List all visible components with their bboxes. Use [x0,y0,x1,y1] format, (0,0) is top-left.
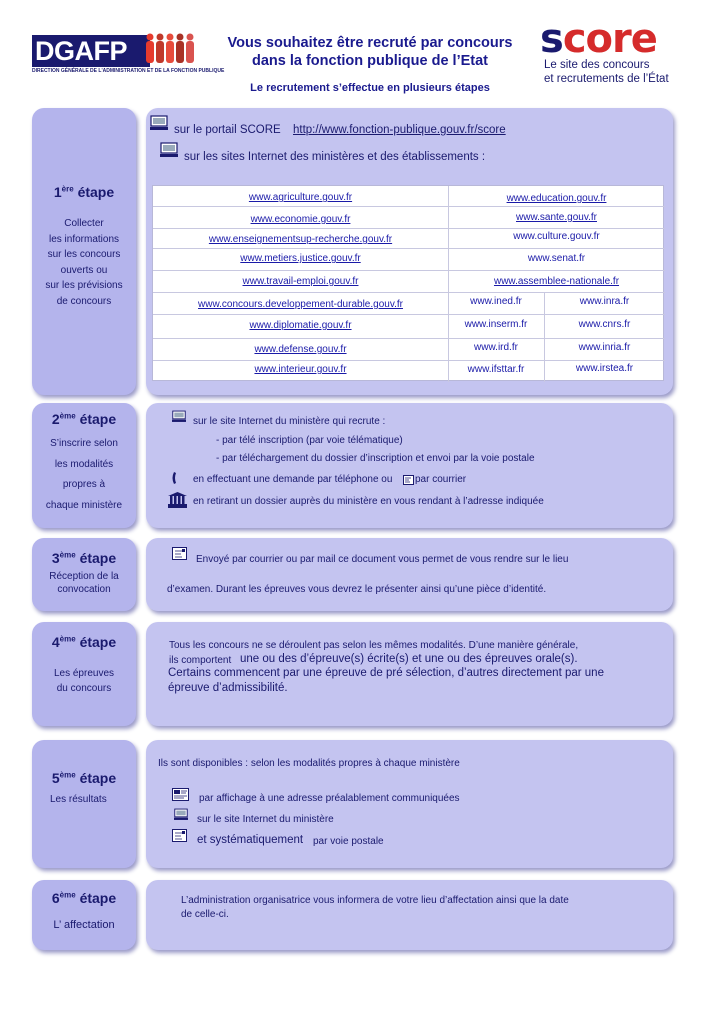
step1-title: 1ère étape [53,184,115,200]
computer-icon [172,410,186,423]
site-link[interactable]: www.cnrs.fr [578,319,631,330]
site-link[interactable]: www.senat.fr [527,253,586,264]
site-link[interactable]: www.travail-emploi.gouv.fr [242,276,359,287]
site-link[interactable]: www.inra.fr [579,296,630,307]
step6-line2: de celle-ci. [181,909,229,920]
portal-score-text: sur le portail SCORE [174,124,281,136]
computer-icon [160,142,178,158]
step2-title: 2ème étape [51,411,117,427]
site-link[interactable]: www.defense.gouv.fr [254,344,347,355]
site-link[interactable]: www.irstea.fr [575,363,634,374]
sites-table [152,185,664,381]
site-link[interactable]: www.enseignementsup-recherche.gouv.fr [208,234,393,245]
step6-title: 6ème étape [51,890,117,906]
portal-score-link[interactable]: http://www.fonction-publique.gouv.fr/score [293,124,506,136]
dgafp-logo [32,32,225,76]
score-tagline-line2: et recrutements de l’État [544,73,669,85]
step4-line1: Tous les concours ne se déroulent pas selon les mêmes modalités. D’une manière générale, [169,640,579,651]
step2-line2: - par télé inscription (par voie télématique) [216,435,403,446]
step5-line3: sur le site Internet du ministère [197,814,334,825]
notice-board-icon [172,788,189,801]
step3-label-panel [32,538,136,611]
step1-label-panel [32,108,136,395]
site-link[interactable]: www.education.gouv.fr [506,193,607,204]
site-link[interactable]: www.assemblee-nationale.fr [493,276,620,287]
dgafp-logo-text: DGAFP [32,35,150,67]
step4-line2a: ils comportent [169,655,232,666]
site-link[interactable]: www.inria.fr [578,342,631,353]
step2-line1: sur le site Internet du ministère qui recrute : [193,416,386,427]
step5-line2: par affichage à une adresse préalablement communiquées [199,793,460,804]
step1-description: Collecter les informations sur les concours ouverts ou sur les prévisions de concours [45,218,123,307]
step2-line3: - par téléchargement du dossier d’inscription et envoi par la voie postale [216,453,535,464]
step2-description: S’inscrire selon les modalités propres à chaque ministère [45,438,123,511]
envelope-icon [172,547,187,560]
step5-line1: Ils sont disponibles : selon les modalités propres à chaque ministère [158,758,460,769]
site-link[interactable]: www.metiers.justice.gouv.fr [240,253,361,264]
step3-description: Réception de la convocation [49,571,119,595]
site-link[interactable]: www.agriculture.gouv.fr [248,192,353,203]
ministry-sites-text: sur les sites Internet des ministères et des établissements : [184,151,486,163]
step3-title: 3ème étape [51,550,117,566]
step5-title: 5ème étape [51,770,117,786]
building-icon [168,492,187,508]
site-link[interactable]: www.ird.fr [474,342,518,353]
page-title [210,34,530,70]
step4-line3: Certains commencent par une épreuve de pré sélection, d’autres directement par une [168,667,604,679]
step2-line4b: par courrier [415,474,467,485]
site-link[interactable]: www.culture.gouv.fr [513,231,600,242]
page-subtitle: Le recrutement s’effectue en plusieurs étapes [250,82,490,94]
step2-line5: en retirant un dossier auprès du ministère en vous rendant à l’adresse indiquée [193,496,544,507]
step5-description: Les résultats [50,794,107,805]
site-link[interactable]: www.inserm.fr [464,319,528,330]
page-title-line2: dans la fonction publique de l’Etat [251,53,489,69]
step4-title: 4ème étape [51,634,117,650]
mail-icon [403,475,414,485]
step4-line4: épreuve d’admissibilité. [168,682,288,694]
score-tagline [544,58,669,86]
site-link[interactable]: www.ifsttar.fr [467,364,525,375]
computer-icon [150,115,168,131]
step4-description: Les épreuves du concours [53,668,115,694]
score-logo [540,16,700,92]
score-logo-text: score [540,16,657,62]
step3-content-panel [146,538,673,611]
step5-line4a: et systématiquement [197,834,304,846]
step5-line4b: par voie postale [313,836,384,847]
step2-label-panel [32,403,136,528]
step5-label-panel [32,740,136,868]
step3-line1: Envoyé par courrier ou par mail ce document vous permet de vous rendre sur le lieu [196,554,569,565]
step4-line2b: une ou des d’épreuve(s) écrite(s) et une ou des épreuves orale(s). [240,653,578,665]
envelope-icon [172,829,187,842]
site-link[interactable]: www.diplomatie.gouv.fr [249,320,352,331]
page-title-line1: Vous souhaitez être recruté par concours [227,35,513,51]
step3-line2: d’examen. Durant les épreuves vous devrez le présenter ainsi qu’une pièce d’identité. [167,584,547,595]
step4-label-panel [32,622,136,726]
computer-icon [174,808,188,821]
site-link[interactable]: www.interieur.gouv.fr [254,364,347,375]
score-tagline-line1: Le site des concours [544,59,650,71]
step6-line1: L’administration organisatrice vous informera de votre lieu d’affectation ainsi que la date [181,895,569,906]
step2-line4: en effectuant une demande par téléphone ou [193,474,393,485]
site-link[interactable]: www.economie.gouv.fr [250,214,351,225]
step6-description: L’ affectation [53,919,115,931]
dgafp-subtitle: DIRECTION GÉNÉRALE DE L'ADMINISTRATION ET DE LA FONCTION PUBLIQUE [32,68,225,74]
dgafp-people-icon [144,32,200,68]
site-link[interactable]: www.sante.gouv.fr [516,212,597,223]
phone-icon [171,471,181,485]
site-link[interactable]: www.ined.fr [470,296,522,307]
step6-label-panel [32,880,136,950]
site-link[interactable]: www.concours.developpement-durable.gouv.fr [198,299,403,310]
